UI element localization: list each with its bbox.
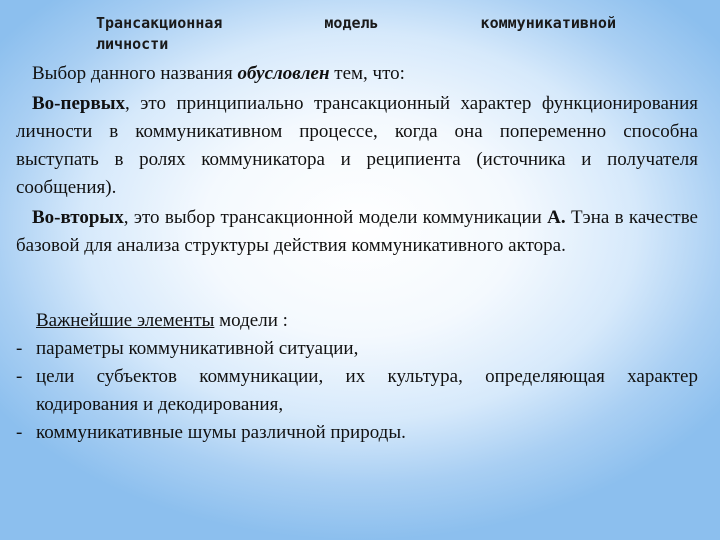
intro-text-after: тем, что: bbox=[329, 63, 405, 84]
list-item bbox=[16, 363, 698, 419]
slide-title-line2: личности bbox=[96, 35, 169, 53]
bullet-dash: - bbox=[16, 366, 23, 387]
paragraph-second-text-a: , это выбор трансакционной модели коммуникации bbox=[123, 207, 548, 228]
slide-title bbox=[96, 13, 616, 55]
elements-heading-underlined: Важнейшие элементы bbox=[36, 310, 215, 331]
paragraph-second-lead: Во-вторых bbox=[32, 207, 124, 228]
elements-list bbox=[16, 335, 698, 447]
list-item bbox=[16, 335, 698, 363]
list-item-text: цели субъектов коммуникации, их культура, определяющая характер кодирования и декодирования, bbox=[36, 366, 698, 415]
paragraph-first-lead: Во-первых bbox=[32, 93, 126, 114]
slide-body bbox=[16, 60, 698, 447]
paragraph-first-text: , это принципиально трансакционный характер функционирования личности в коммуникативном процессе, когда она попеременно способна выступать в ролях коммуникатора и реципиента (источника и получателя сообщения). bbox=[16, 93, 698, 198]
paragraph-second bbox=[16, 204, 698, 260]
bullet-dash: - bbox=[16, 338, 23, 359]
slide-title-line1: Трансакционная модель коммуникативной bbox=[96, 14, 616, 32]
elements-heading-rest: модели : bbox=[214, 310, 288, 331]
intro-emphasis: обусловлен bbox=[237, 63, 330, 84]
list-item bbox=[16, 419, 698, 447]
elements-heading bbox=[16, 307, 698, 335]
intro-text-before: Выбор данного названия bbox=[32, 63, 238, 84]
bullet-dash: - bbox=[16, 422, 23, 443]
list-item-text: коммуникативные шумы различной природы. bbox=[36, 422, 406, 443]
intro-line bbox=[16, 60, 698, 88]
section-spacer bbox=[16, 260, 698, 307]
paragraph-second-text-b: Тэна в качестве базовой для анализа структуры действия коммуникативного актора. bbox=[16, 207, 698, 256]
list-item-text: параметры коммуникативной ситуации, bbox=[36, 338, 359, 359]
author-initial: А. bbox=[547, 207, 566, 228]
paragraph-first bbox=[16, 90, 698, 202]
